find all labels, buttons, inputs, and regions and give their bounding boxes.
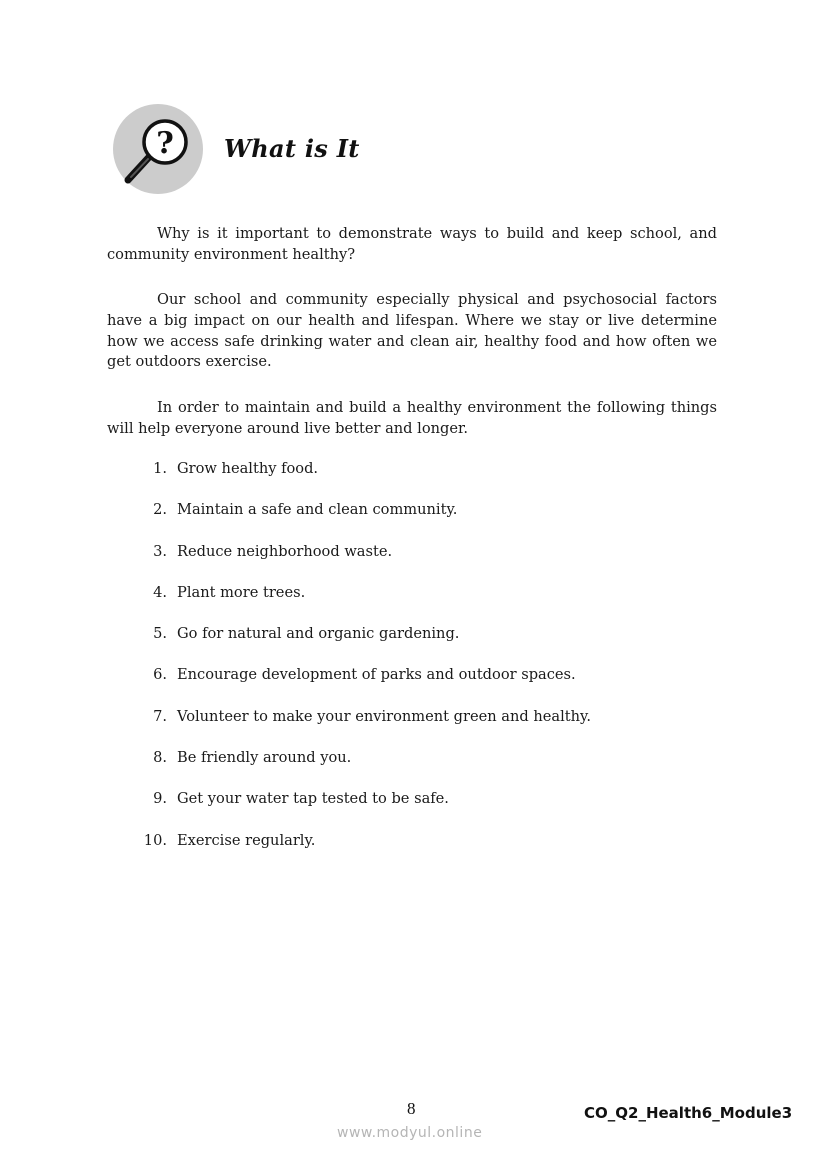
list-item — [140, 665, 591, 706]
list-item-number: 9. — [153, 790, 167, 808]
healthy-environment-list — [140, 459, 591, 872]
list-item — [140, 583, 591, 624]
list-item — [140, 789, 591, 830]
list-item — [140, 459, 591, 500]
list-item-text: Reduce neighborhood waste. — [177, 542, 393, 560]
svg-text:?: ? — [156, 126, 174, 161]
list-item-text: Exercise regularly. — [177, 831, 316, 849]
list-item — [140, 707, 591, 748]
intro-question-paragraph — [107, 224, 717, 266]
module-code: CO_Q2_Health6_Module3 — [584, 1104, 793, 1122]
list-item-text: Get your water tap tested to be safe. — [177, 790, 449, 808]
list-item-number: 4. — [153, 583, 167, 601]
list-item — [140, 831, 591, 872]
magnifier-question-icon — [112, 104, 204, 196]
list-item-number: 2. — [153, 501, 167, 519]
list-item — [140, 748, 591, 789]
list-item-text: Encourage development of parks and outdoor spaces. — [177, 666, 576, 684]
list-item-text: Be friendly around you. — [177, 749, 352, 767]
paragraph-text: Our school and community especially physical and psychosocial factors have a big impact on our health and lifespan. Where we stay or live determine how we access safe drinking water and clean air, healthy food and how often we get outdoors exercise. — [107, 291, 717, 371]
page-number: 8 — [407, 1099, 416, 1118]
list-item-number: 3. — [153, 542, 167, 560]
list-item-text: Go for natural and organic gardening. — [177, 625, 460, 643]
paragraph-text: Why is it important to demonstrate ways to build and keep school, and community environment healthy? — [107, 225, 717, 263]
list-intro-paragraph — [107, 398, 717, 440]
list-item-number: 1. — [153, 460, 167, 477]
explanation-paragraph — [107, 290, 717, 373]
list-item — [140, 500, 591, 541]
list-item-number: 6. — [153, 666, 167, 684]
list-item-number: 7. — [153, 707, 167, 725]
section-title: What is It — [224, 134, 360, 163]
list-item — [140, 624, 591, 665]
watermark: www.modyul.online — [337, 1125, 483, 1141]
list-item-number: 8. — [153, 749, 167, 767]
list-item-text: Maintain a safe and clean community. — [177, 501, 458, 519]
list-item-text: Volunteer to make your environment green and healthy. — [177, 707, 592, 725]
list-item-text: Plant more trees. — [177, 583, 306, 601]
paragraph-text: In order to maintain and build a healthy environment the following things will help everyone around live better and longer. — [107, 399, 717, 437]
list-item-number: 10. — [143, 831, 167, 849]
list-item — [140, 542, 591, 583]
list-item-number: 5. — [153, 625, 167, 643]
list-item-text: Grow healthy food. — [177, 460, 319, 477]
